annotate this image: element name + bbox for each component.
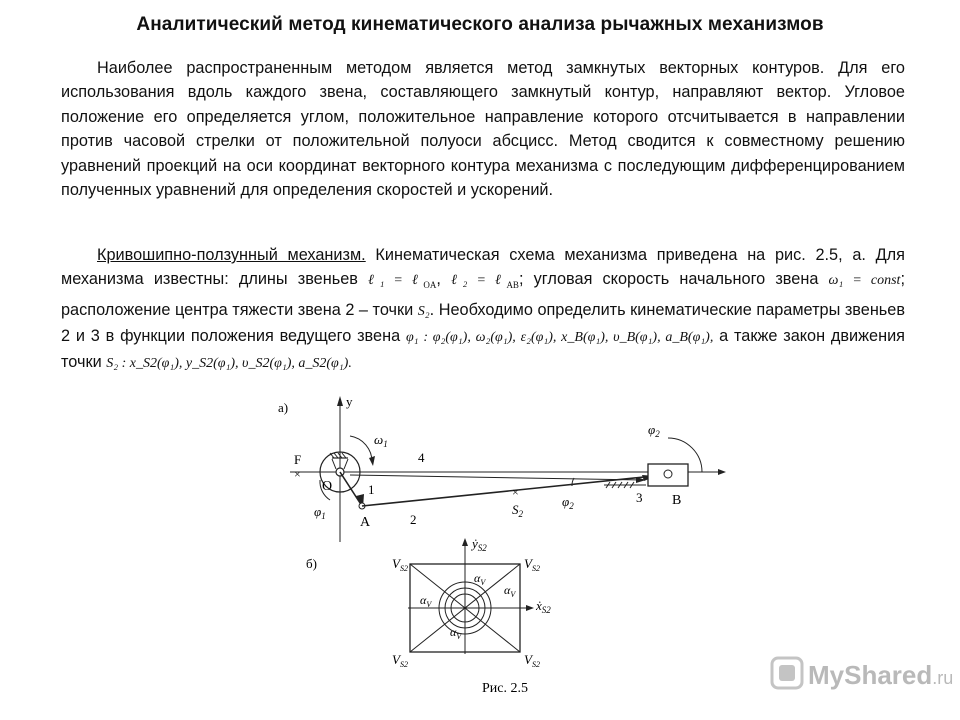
joint-b <box>664 470 672 478</box>
page-title: Аналитический метод кинематического анализа рычажных механизмов <box>136 14 824 35</box>
link-2-label: 2 <box>410 512 417 527</box>
formula-functions: φ₁ : φ₂(φ₁), ω₂(φ₁), ε₂(φ₁), x_B(φ₁), υ_B(φ₁), a_B(φ₁), <box>405 330 714 346</box>
point-a-label: A <box>360 515 371 530</box>
alpha-label-right: $\alpha_V$ <box>504 583 516 599</box>
figure-caption: Рис. 2.5 <box>482 681 528 696</box>
text-run: ; угловая скорость начального звена <box>518 270 829 289</box>
force-label: F <box>294 452 302 467</box>
text-run: . Необходимо определить кинематические параметры звеньев 2 и 3 в функции положения ведущего звена <box>61 300 905 346</box>
v-label-top-right: $V_{S2}$ <box>524 556 540 573</box>
vector-4 <box>350 475 642 480</box>
y-axis-arrow <box>337 396 343 406</box>
formula-s2: S₂ <box>417 303 430 319</box>
omega-arrow-icon <box>369 456 375 466</box>
alpha-label-left: $\alpha_V$ <box>420 593 432 609</box>
link-4-label: 4 <box>418 450 425 465</box>
alpha-label-bottom: $\alpha_V$ <box>450 625 462 641</box>
y-axis-label: y <box>346 394 353 409</box>
figure-2-5 <box>270 392 682 702</box>
section-heading: Кривошипно-ползунный механизм. <box>97 246 366 264</box>
formula-s2-point: S₂ : <box>106 356 127 372</box>
formula-omega: ω₁ = const <box>828 273 901 289</box>
v-label-bottom-left: $V_{S2}$ <box>392 652 408 669</box>
text-run: а также закон движения точки <box>61 327 905 372</box>
s2-label: $S_2$ <box>512 502 523 519</box>
omega-arc <box>350 436 372 462</box>
phi2-label-upper: $\varphi_2$ <box>648 422 660 439</box>
text-run: , <box>436 270 452 289</box>
link-3-label: 3 <box>636 490 643 505</box>
svg-text:×: × <box>294 467 301 481</box>
point-o-label: O <box>322 479 333 494</box>
paragraph-vector-method <box>61 56 905 202</box>
x-axis-arrow <box>718 469 726 475</box>
formula-motion-law: x_S2(φ₁), y_S2(φ₁), υ_S2(φ₁), a_S2(φ₁). <box>126 356 352 372</box>
ys2-label: ẏ$_{S2}$ <box>472 536 487 553</box>
paragraph-crank-slider <box>61 243 905 377</box>
text-run: Кинематическая схема механизма приведена на рис. 2.5, а. Для механизма известны: длины звеньев <box>61 246 905 289</box>
link-2-ab <box>362 476 654 506</box>
figure-label-a: а) <box>278 400 289 415</box>
xs2-label: ẋ$_{S2}$ <box>536 598 551 615</box>
watermark-logo-icon <box>770 656 804 690</box>
paragraph-1-text: Наиболее распространенным методом является метод замкнутых векторных контуров. Для его использования вдоль каждого звена, составляющего замкнутый контур, направляют вектор. Угловое положение его определяется углом, положительное направление которого отсчитывается в направлении против часовой стрелки от положительной полуоси абсцисс. Метод сводится к совместному решению уравнений проекций на оси координат векторного контура механизма с последующим дифференцированием полученных уравнений для определения скоростей и ускорений. <box>61 59 905 200</box>
v-label-top-left: $V_{S2}$ <box>392 556 408 573</box>
alpha-label-top: $\alpha_V$ <box>474 571 486 587</box>
s2-mark: × <box>512 485 519 499</box>
figure-label-b: б) <box>306 556 317 571</box>
formula-l1: ℓ₁ = ℓ$_{OA}$ <box>368 273 437 291</box>
watermark-text: MyShared.ru <box>808 660 954 690</box>
v-label-bottom-right: $V_{S2}$ <box>524 652 540 669</box>
point-b-label: B <box>672 493 682 508</box>
omega-label: $\omega_1$ <box>374 432 388 449</box>
phi1-label: $\varphi_1$ <box>314 504 326 521</box>
phi2-label-lower: $\varphi_2$ <box>562 494 574 511</box>
link-1-oa <box>340 472 362 506</box>
formula-l2: ℓ₂ = ℓ$_{AB}$ <box>451 273 519 291</box>
link-1-label: 1 <box>368 482 375 497</box>
text-run: ; расположение центра тяжести звена 2 – точки <box>61 270 905 319</box>
